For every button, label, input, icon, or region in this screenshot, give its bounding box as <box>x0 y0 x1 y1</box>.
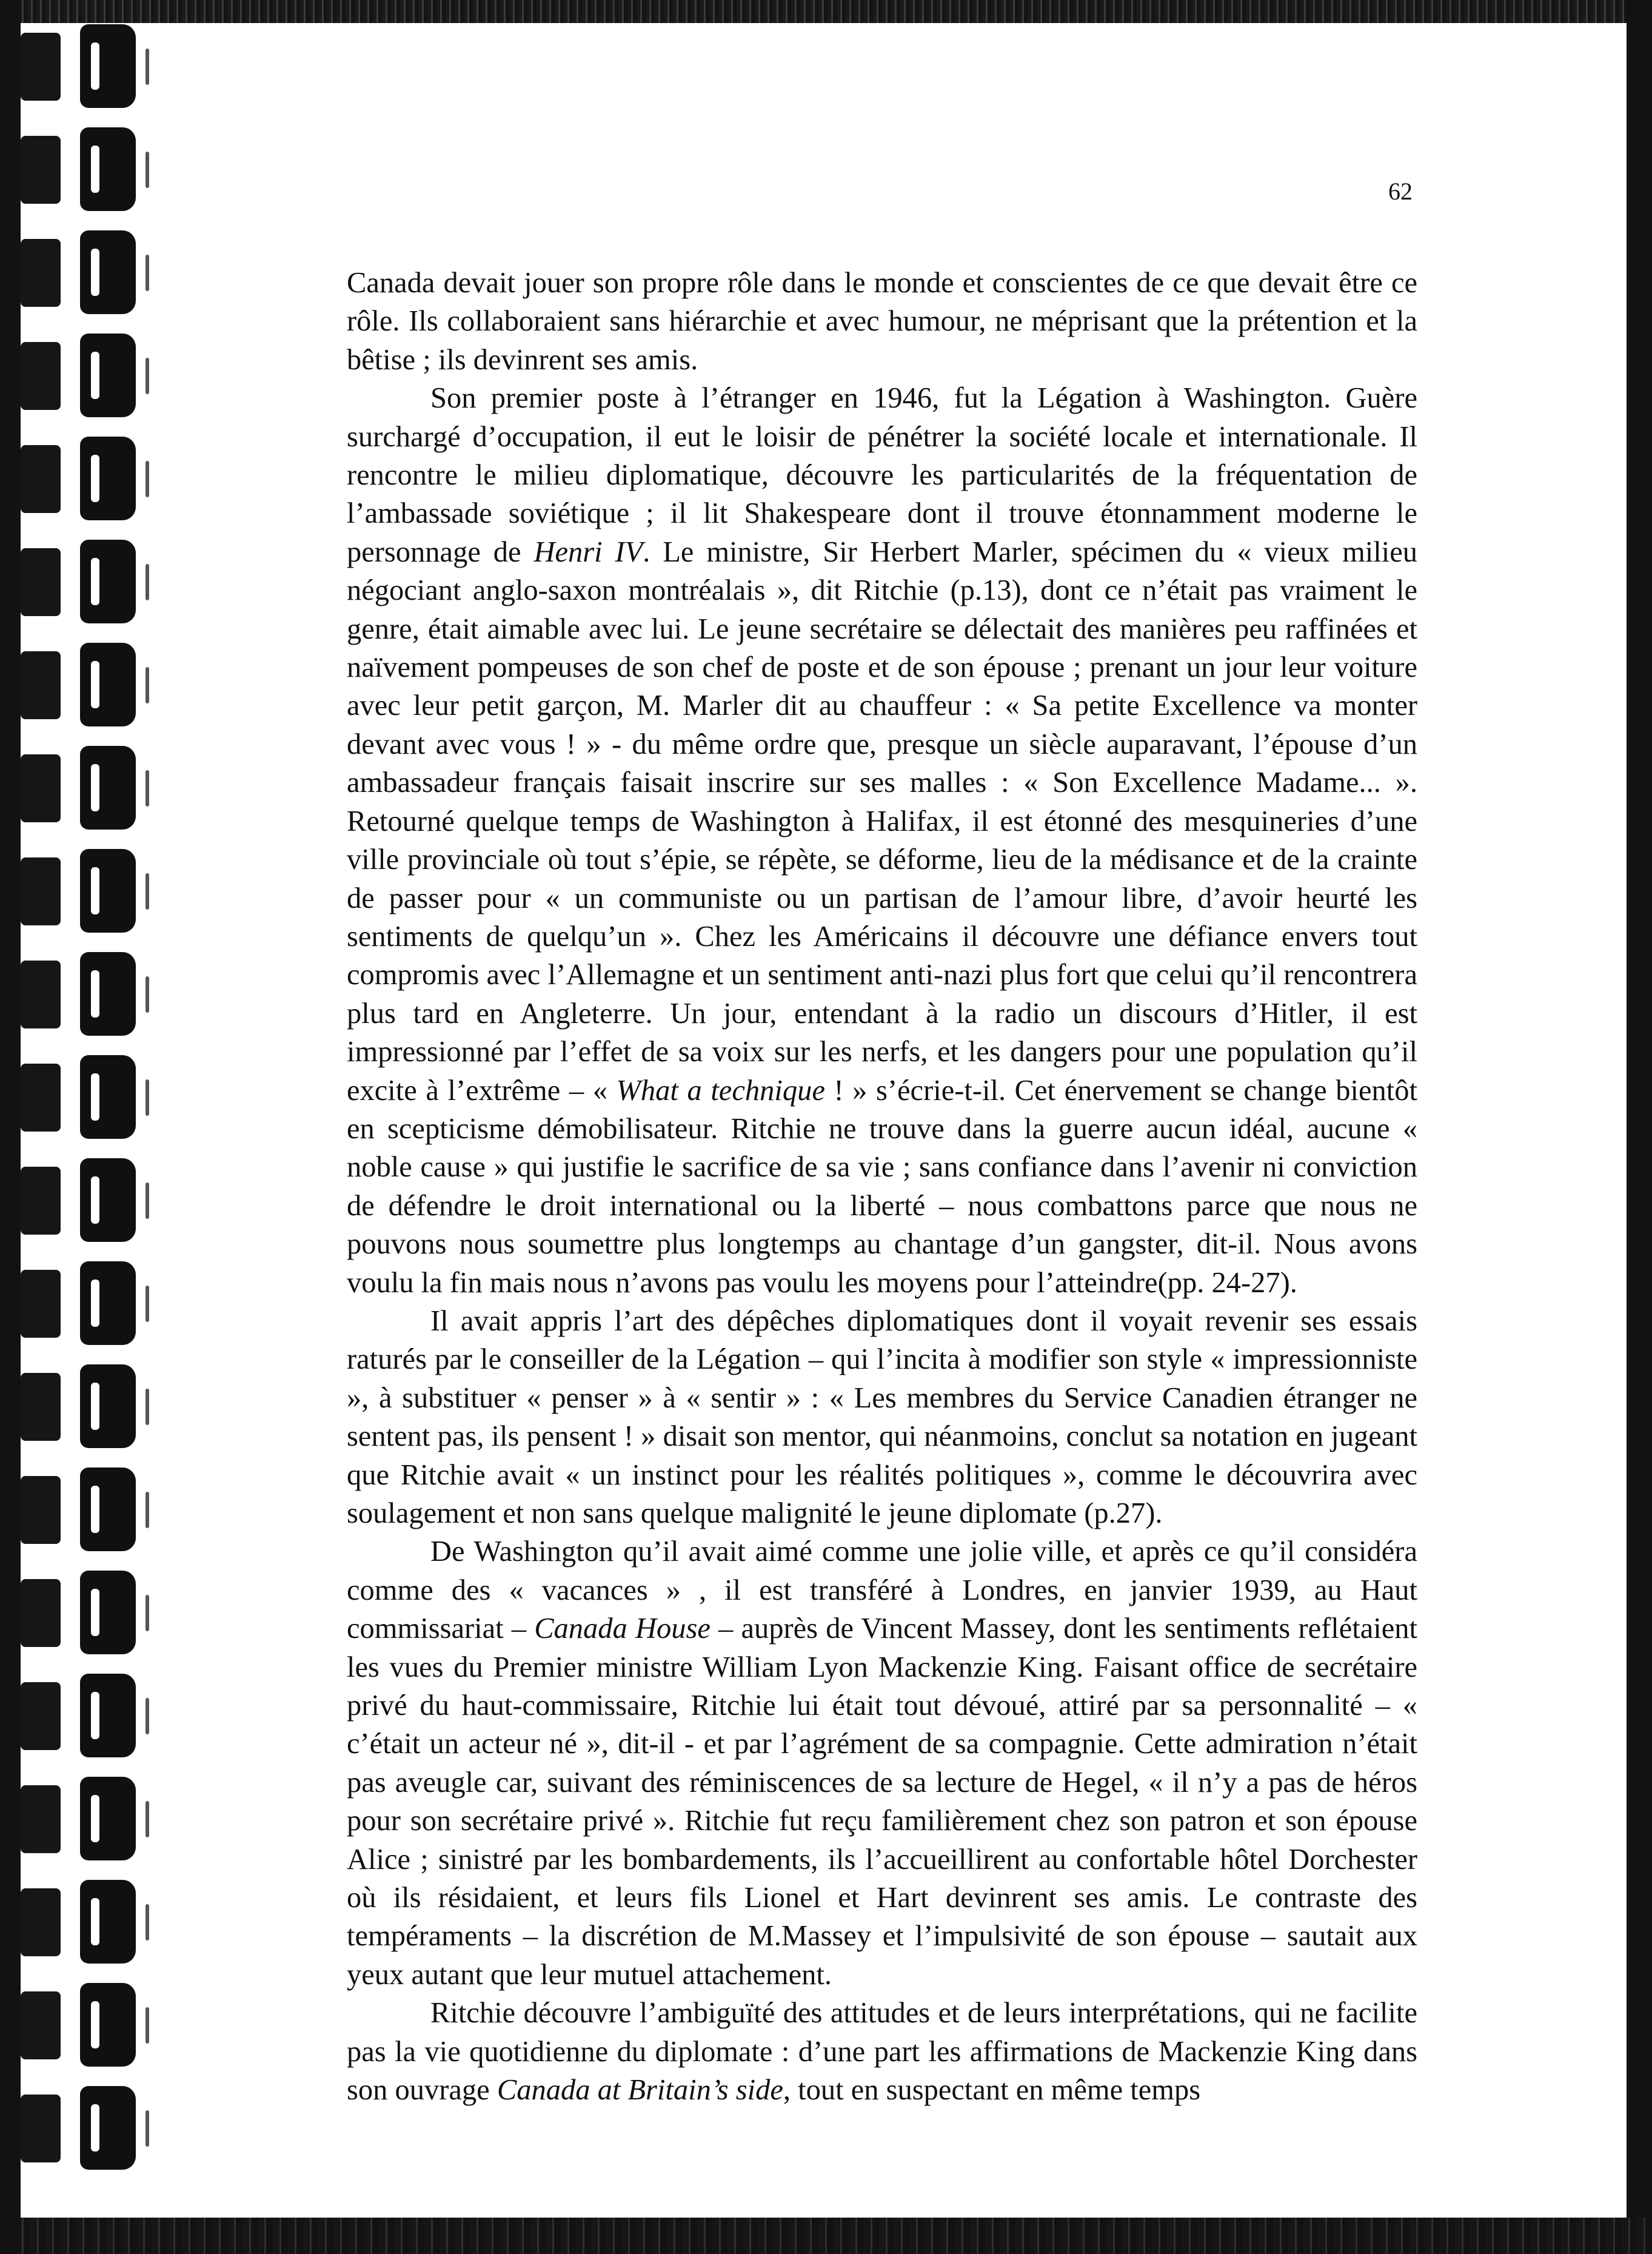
scan-border-right <box>1627 0 1652 2254</box>
binding-ring-part <box>91 146 99 193</box>
binding-ring <box>21 1158 139 1243</box>
binding-ring-part <box>80 334 136 417</box>
text-run: De Washington qu’il avait aimé comme une jolie ville, et après ce qu’il considéra comme des « vacances » , il est transféré à Londres, en janvier 1939, au Haut commissariat – <box>347 1535 1417 1645</box>
binding-ring-part <box>91 249 99 296</box>
text-run: , tout en suspectant en même temps <box>783 2074 1201 2107</box>
binding-ring-part <box>21 1991 61 2059</box>
binding-ring-part <box>91 2001 99 2048</box>
text-run: . Le ministre, Sir Herbert Marler, spécimen du « vieux milieu négociant anglo-saxon montréalais », dit Ritchie (p.13), dont ce n’était pas vraiment le genre, était aimable avec lui. Le jeune secrétaire se délectait des manières peu raffinées et naïvement pompeuses de son chef de poste et de son épouse ; prenant un jour leur voiture avec leur petit garçon, M. Marler dit au chauffeur : « Sa petite Excellence va monter devant avec vous ! » - du même ordre que, presque un siècle auparavant, l’épouse d’un ambassadeur français faisait inscrire sur ses malles : « Son Excellence Madame... ». Retourné quelque temps de Washington à Halifax, il est étonné des mesquineries d’une ville provinciale où tout s’épie, se répète, se déforme, lieu de la médisance et de la crainte de passer pour « un communiste ou un partisan de l’amour libre, d’avoir heurté les sentiments de quelqu’un ». Chez les Américains il découvre une défiance envers tout compromis avec l’Allemagne et un sentiment anti-nazi plus fort que celui qu’il rencontrera plus tard en Angleterre. Un jour, entendant à la radio un discours d’Hitler, il est impressionné par l’effet de sa voix sur les nerfs, et les dangers pour une population qu’il excite à l’extrême – « <box>347 535 1417 1107</box>
binding-ring-part <box>80 1055 136 1139</box>
binding-ring-part <box>21 1888 61 1956</box>
binding-ring-part <box>91 1383 99 1430</box>
binding-ring <box>21 230 139 315</box>
binding-ring <box>21 1777 139 1862</box>
binding-ring-part <box>145 2007 149 2044</box>
binding-ring <box>21 2086 139 2171</box>
binding-ring-part <box>145 1492 149 1528</box>
binding-ring-part <box>91 1176 99 1224</box>
binding-ring-part <box>21 1373 61 1441</box>
binding-ring-part <box>145 2110 149 2147</box>
binding-ring-part <box>91 558 99 605</box>
binding-ring-part <box>91 1795 99 1842</box>
binding-ring-part <box>80 746 136 830</box>
binding-ring-part <box>21 445 61 513</box>
binding-ring <box>21 334 139 418</box>
binding-ring-part <box>145 873 149 910</box>
paragraph <box>347 1994 1417 2109</box>
binding-ring-part <box>91 1073 99 1121</box>
binding-ring-part <box>145 152 149 188</box>
text-run: ! » s’écrie-t-il. Cet énervement se change bientôt en scepticisme démobilisateur. Ritchie ne trouve dans la guerre aucun idéal, aucune « noble cause » qui justifie le sacrifice de sa vie ; sans confiance dans l’avenir ni conviction de défendre le droit international ou la liberté – nous combattons parce que nous ne pouvons nous soumettre plus longtemps au chantage d’un gangster, dit-il. Nous avons voulu la fin mais nous n’avons pas voulu les moyens pour l’atteindre(pp. 24-27). <box>347 1074 1417 1299</box>
binding-ring-part <box>80 1777 136 1860</box>
italic-title: Canada House <box>534 1612 711 1645</box>
binding-ring-part <box>145 1801 149 1837</box>
binding-ring-part <box>91 1589 99 1636</box>
binding-ring-part <box>145 564 149 600</box>
binding-ring-part <box>145 255 149 291</box>
binding-ring <box>21 1261 139 1346</box>
binding-ring-part <box>145 1595 149 1631</box>
binding-ring-part <box>21 1064 61 1132</box>
binding-ring-part <box>91 2104 99 2152</box>
binding-ring-part <box>145 1182 149 1219</box>
binding-ring-part <box>145 976 149 1013</box>
binding-ring-part <box>91 1486 99 1533</box>
scan-border-top <box>0 0 1652 23</box>
binding-ring-part <box>91 42 99 90</box>
page-number: 62 <box>1388 178 1413 205</box>
spiral-binding <box>0 0 145 2254</box>
binding-ring-part <box>145 1286 149 1322</box>
binding-ring <box>21 127 139 212</box>
body-text <box>347 264 1417 2110</box>
binding-ring <box>21 1467 139 1552</box>
binding-ring-part <box>21 857 61 925</box>
binding-ring-part <box>91 1280 99 1327</box>
text-run: Ritchie découvre l’ambiguïté des attitudes et de leurs interprétations, qui ne facilite pas la vie quotidienne du diplomate : d’une part les affirmations de Mackenzie King dans son ouvrage <box>347 1997 1417 2107</box>
italic-title: Canada at Britain’s side <box>497 2074 783 2107</box>
binding-ring-part <box>91 455 99 502</box>
binding-ring-part <box>21 1682 61 1750</box>
text-run: – auprès de Vincent Massey, dont les sentiments reflétaient les vues du Premier ministre William Lyon Mackenzie King. Faisant office de secrétaire privé du haut-commissaire, Ritchie lui était tout dévoué, attiré par sa personnalité – « c’était un acteur né », dit-il - et par l’agrément de sa compagnie. Cette admiration n’était pas aveugle car, suivant des réminiscences de sa lecture de Hegel, « il n’y a pas de héros pour son secrétaire privé ». Ritchie fut reçu familièrement chez son patron et son épouse Alice ; sinistré par les bombardements, ils l’accueillirent au confortable hôtel Dorchester où ils résidaient, et leurs fils Lionel et Hart devinrent ses amis. Le contraste des tempéraments – la discrétion de M.Massey et l’impulsivité de son épouse – sautait aux yeux autant que leur mutuel attachement. <box>347 1612 1417 1991</box>
binding-ring-part <box>80 2086 136 2170</box>
binding-ring-part <box>21 239 61 307</box>
binding-ring-part <box>21 1167 61 1235</box>
binding-ring-part <box>91 970 99 1018</box>
binding-ring-part <box>21 342 61 410</box>
binding-ring-part <box>145 1698 149 1734</box>
binding-ring-part <box>80 230 136 314</box>
binding-ring <box>21 643 139 728</box>
binding-ring-part <box>80 540 136 623</box>
binding-ring-part <box>80 1467 136 1551</box>
binding-ring-part <box>145 667 149 703</box>
binding-ring-part <box>80 1261 136 1345</box>
binding-ring-part <box>145 770 149 807</box>
binding-ring-part <box>80 1158 136 1242</box>
binding-ring-part <box>80 643 136 726</box>
text-run: Il avait appris l’art des dépêches diplomatiques dont il voyait revenir ses essais raturés par le conseiller de la Légation – qui l’incita à modifier son style « impressionniste », à substituer « penser » à « sentir » : « Les membres du Service Canadien étranger ne sentent pas, ils pensent ! » disait son mentor, qui néanmoins, conclut sa notation en jugeant que Ritchie avait « un instinct pour les réalités politiques », comme le découvrira avec soulagement et non sans quelque malignité le jeune diplomate (p.27). <box>347 1304 1417 1529</box>
binding-ring <box>21 1880 139 1965</box>
binding-ring-part <box>21 754 61 822</box>
binding-ring-part <box>80 1983 136 2067</box>
binding-ring <box>21 437 139 522</box>
binding-ring <box>21 1364 139 1449</box>
binding-ring-part <box>91 867 99 914</box>
binding-ring <box>21 746 139 831</box>
binding-ring-part <box>21 1785 61 1853</box>
text-run: Son premier poste à l’étranger en 1946, fut la Légation à Washington. Guère surchargé d’occupation, il eut le loisir de pénétrer la société locale et internationale. Il rencontre le milieu diplomatique, découvre les particularités de la fréquentation de l’ambassade soviétique ; il lit Shakespeare dont il trouve étonnamment moderne le personnage de <box>347 382 1417 568</box>
binding-ring-part <box>91 1692 99 1739</box>
paragraph <box>347 1302 1417 1532</box>
binding-ring-part <box>21 136 61 204</box>
binding-ring-part <box>80 1571 136 1654</box>
italic-title: Henri IV <box>533 535 643 568</box>
binding-ring-part <box>21 548 61 616</box>
paragraph <box>347 264 1417 379</box>
text-run: Canada devait jouer son propre rôle dans le monde et conscientes de ce que devait être ce rôle. Ils collaboraient sans hiérarchie et avec humour, ne méprisant que la prétention et la bêtise ; ils devinrent ses amis. <box>347 267 1417 376</box>
binding-ring-part <box>80 127 136 211</box>
binding-ring-part <box>145 1079 149 1116</box>
binding-ring-part <box>91 352 99 399</box>
binding-ring-part <box>21 651 61 719</box>
binding-ring-part <box>21 33 61 101</box>
binding-ring-part <box>21 2095 61 2162</box>
italic-title: What a technique <box>616 1074 825 1107</box>
binding-ring-part <box>80 1364 136 1448</box>
binding-ring-part <box>80 24 136 108</box>
binding-ring <box>21 540 139 625</box>
binding-ring-part <box>91 764 99 811</box>
binding-ring-part <box>145 1389 149 1425</box>
binding-ring-part <box>145 1904 149 1940</box>
binding-ring-part <box>80 849 136 933</box>
binding-ring <box>21 24 139 109</box>
binding-ring <box>21 952 139 1037</box>
scan-border-bottom <box>0 2218 1652 2254</box>
binding-ring <box>21 1983 139 2068</box>
binding-ring-part <box>21 961 61 1028</box>
binding-ring-part <box>145 49 149 85</box>
binding-ring-part <box>21 1270 61 1338</box>
binding-ring <box>21 1055 139 1140</box>
binding-ring-part <box>80 437 136 520</box>
binding-ring <box>21 1674 139 1759</box>
paragraph <box>347 1532 1417 1994</box>
binding-ring <box>21 1571 139 1655</box>
binding-strip <box>0 0 21 2254</box>
binding-ring-part <box>21 1476 61 1544</box>
binding-ring-part <box>80 1880 136 1964</box>
paragraph <box>347 379 1417 1302</box>
binding-ring <box>21 849 139 934</box>
binding-ring-part <box>80 952 136 1036</box>
binding-ring-part <box>145 461 149 497</box>
binding-ring-part <box>21 1579 61 1647</box>
binding-ring-part <box>91 1898 99 1945</box>
binding-ring-part <box>91 661 99 708</box>
binding-ring-part <box>80 1674 136 1757</box>
binding-ring-part <box>145 358 149 394</box>
